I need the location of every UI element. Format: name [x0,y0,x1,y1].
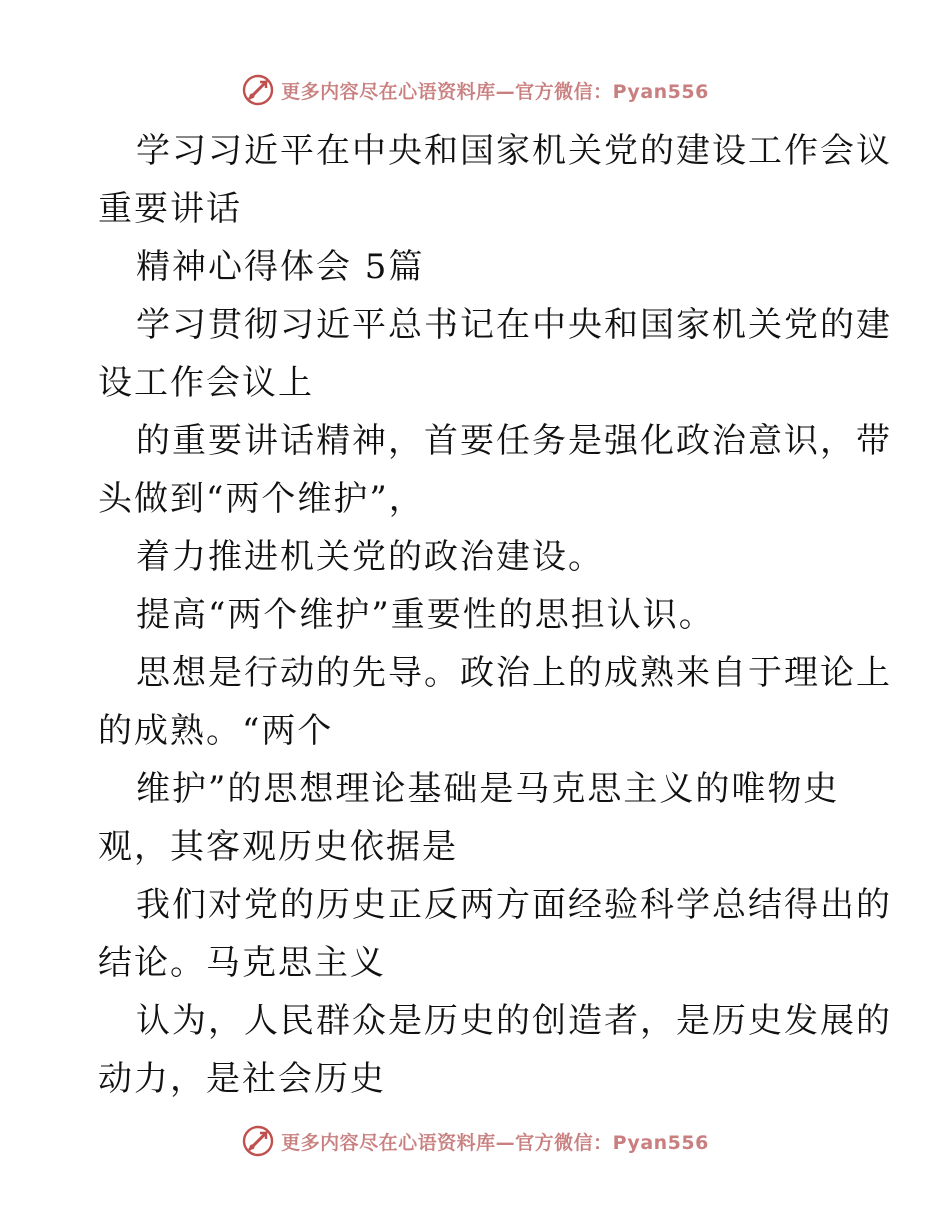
text-line: 思想是行动的先导。政治上的成熟来自于理论上 [136,653,892,693]
document-body [98,122,892,1108]
text-line: 头做到“两个维护”， [98,479,425,519]
text-line: 的重要讲话精神，首要任务是强化政治意识，带 [136,421,892,461]
text-line: 认为，人民群众是历史的创造者，是历史发展的 [136,1001,892,1041]
quill-pen-logo-icon [241,1124,275,1158]
text-line: 学习习近平在中央和国家机关党的建设工作会议 [136,131,892,171]
header-watermark [0,70,950,110]
text-line: 着力推进机关党的政治建设。 [136,537,604,577]
text-line: 观，其客观历史依据是 [98,827,458,867]
watermark-text: 更多内容尽在心语资料库—官方微信：Pyan556 [281,80,709,103]
text-line: 动力，是社会历史 [98,1059,386,1099]
text-line: 结论。马克思主义 [98,943,386,983]
text-line: 设工作会议上 [98,363,314,403]
quill-pen-logo-icon [241,73,275,107]
text-line: 维护”的思想理论基础是马克思主义的唯物史 [136,769,840,809]
text-line: 我们对党的历史正反两方面经验科学总结得出的 [136,885,892,925]
text-line: 提高“两个维护”重要性的思担认识。 [136,595,715,635]
footer-watermark [0,1121,950,1161]
text-line: 的成熟。“两个 [98,711,334,751]
text-line: 学习贯彻习近平总书记在中央和国家机关党的建 [136,305,892,345]
text-line: 重要讲话 [98,189,242,229]
watermark-text: 更多内容尽在心语资料库—官方微信：Pyan556 [281,1131,709,1154]
text-line: 精神心得体会 5篇 [136,247,425,287]
